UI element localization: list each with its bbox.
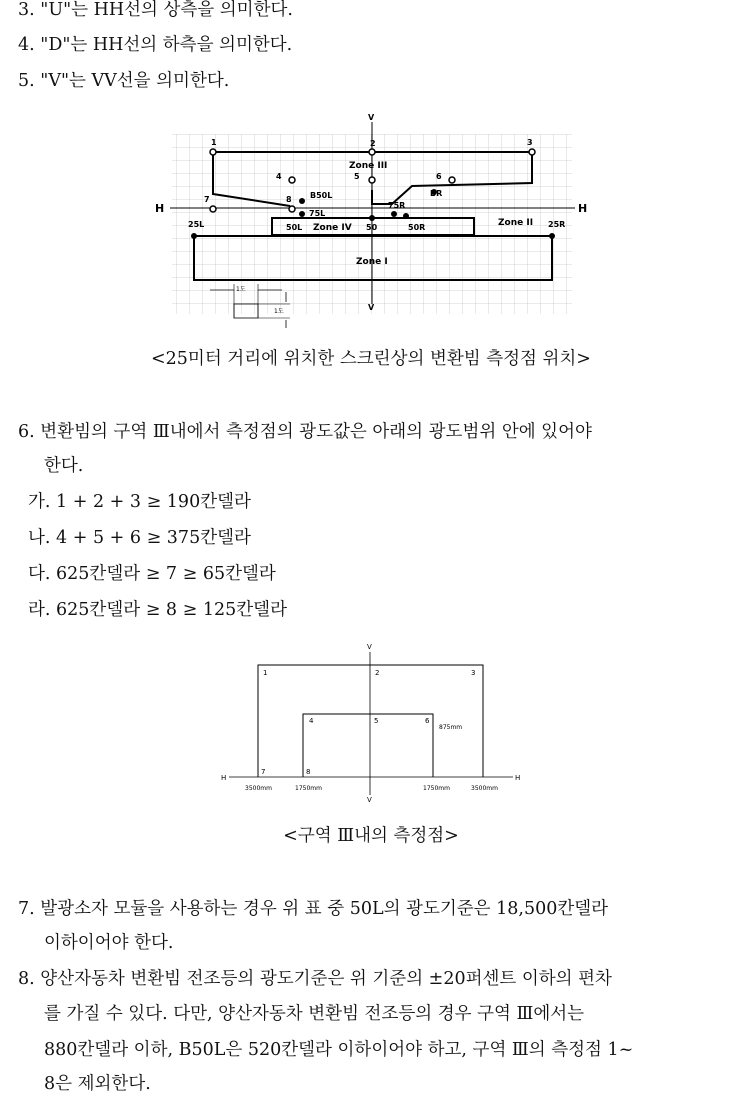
label-50r: 50R [408, 223, 426, 232]
condition-ga: 가. 1 + 2 + 3 ≥ 190칸델라 [28, 492, 251, 512]
outer-box [258, 665, 483, 777]
section-8-line2: 를 가질 수 있다. 다만, 양산자동차 변환빔 전조등의 경우 구역 Ⅲ에서는 [44, 1004, 585, 1024]
label-p8: 8 [306, 768, 311, 776]
label-b50l: B50L [310, 191, 333, 200]
v-label-top: V [367, 643, 372, 651]
dim-875: 875mm [439, 724, 463, 731]
label-p1: 1 [263, 669, 268, 677]
v-label-bottom: V [367, 796, 372, 804]
point-5 [369, 177, 375, 183]
dim-1750-right: 1750mm [423, 785, 450, 792]
label-p8: 8 [286, 195, 292, 204]
h-label-left: H [221, 774, 227, 782]
label-zone3: Zone III [349, 161, 388, 171]
label-p3: 3 [471, 669, 476, 677]
point-75l [299, 211, 305, 217]
label-75r: 75R [388, 201, 406, 210]
point-2 [369, 149, 375, 155]
dim-3500-right: 3500mm [471, 785, 498, 792]
label-p2: 2 [375, 669, 380, 677]
label-p3: 3 [527, 138, 533, 147]
section-8-line3: 880칸델라 이하, B50L은 520칸델라 이하이어야 하고, 구역 Ⅲ의 측정점 1~ [44, 1040, 634, 1060]
list-item-3: 3. "U"는 HH선의 상측을 의미한다. [18, 0, 293, 20]
h-label-right: H [578, 202, 588, 215]
point-50r [403, 213, 409, 219]
svg-text:1도: 1도 [274, 308, 284, 315]
section-7-line1: 7. 발광소자 모듈을 사용하는 경우 위 표 중 50L의 광도기준은 18,500칸델라 [18, 899, 609, 919]
point-50 [369, 215, 375, 221]
label-zone2: Zone II [498, 218, 534, 228]
inner-box [303, 714, 433, 777]
dim-1750-left: 1750mm [295, 785, 322, 792]
section-8-line4: 8은 제외한다. [44, 1074, 151, 1094]
point-25r [549, 233, 555, 239]
label-25l: 25L [188, 220, 205, 229]
v-label-top: V [368, 113, 375, 122]
label-zone1: Zone I [356, 257, 388, 267]
point-75r [391, 211, 397, 217]
condition-da: 다. 625칸델라 ≥ 7 ≥ 65칸델라 [28, 564, 276, 584]
label-p4: 4 [276, 172, 282, 181]
section-6-line2: 한다. [44, 456, 84, 476]
list-item-5: 5. "V"는 VV선을 의미한다. [18, 71, 230, 91]
condition-na: 나. 4 + 5 + 6 ≥ 375칸델라 [28, 528, 251, 548]
point-1 [210, 149, 216, 155]
figure1-caption: <25미터 거리에 위치한 스크린상의 변환빔 측정점 위치> [151, 349, 591, 369]
label-p6: 6 [425, 717, 430, 725]
condition-ra: 라. 625칸델라 ≥ 8 ≥ 125칸델라 [28, 600, 287, 620]
label-p1: 1 [211, 138, 217, 147]
label-75l: 75L [309, 209, 326, 218]
h-label-right: H [515, 774, 521, 782]
label-zone4: Zone IV [313, 223, 352, 233]
svg-text:1도: 1도 [236, 286, 246, 293]
point-7 [210, 206, 216, 212]
label-br: BR [430, 189, 443, 198]
label-25r: 25R [548, 220, 566, 229]
point-b50l [299, 198, 305, 204]
label-p5: 5 [354, 172, 360, 181]
point-3 [529, 149, 535, 155]
measurement-points-diagram [150, 108, 600, 330]
section-8-line1: 8. 양산자동차 변환빔 전조등의 광도기준은 위 기준의 ±20퍼센트 이하의 편차 [18, 969, 612, 989]
label-p4: 4 [309, 717, 314, 725]
label-p2: 2 [370, 139, 376, 148]
label-p7: 7 [204, 195, 210, 204]
dim-3500-left: 3500mm [245, 785, 272, 792]
zone3-points-diagram [215, 640, 530, 810]
label-50l: 50L [286, 223, 303, 232]
label-p7: 7 [261, 768, 266, 776]
figure2-caption: <구역 Ⅲ내의 측정점> [283, 826, 459, 846]
section-7-line2: 이하이어야 한다. [44, 933, 174, 953]
list-item-4: 4. "D"는 HH선의 하측을 의미한다. [18, 35, 293, 55]
label-p6: 6 [436, 172, 442, 181]
point-4 [289, 177, 295, 183]
h-label-left: H [155, 202, 165, 215]
point-25l [191, 233, 197, 239]
point-6 [449, 177, 455, 183]
label-p5: 5 [374, 717, 379, 725]
v-label-bottom: V [368, 303, 375, 312]
label-50: 50 [366, 223, 378, 232]
section-6-line1: 6. 변환빔의 구역 Ⅲ내에서 측정점의 광도값은 아래의 광도범위 안에 있어야 [18, 422, 592, 442]
point-8 [289, 206, 295, 212]
